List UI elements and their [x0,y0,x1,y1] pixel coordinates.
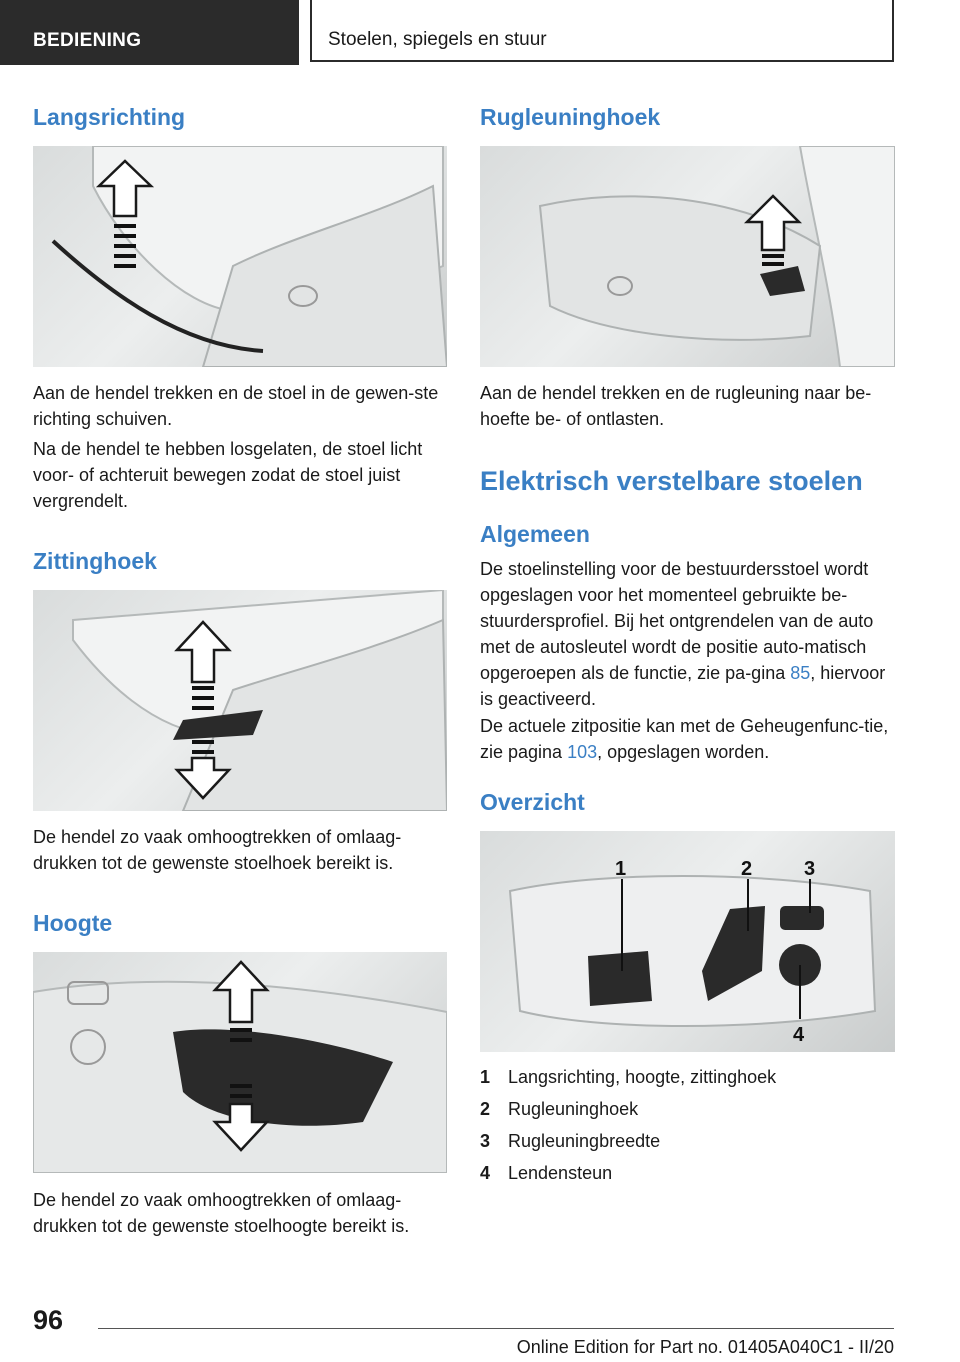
legend-number: 2 [480,1099,491,1119]
rugleuninghoek-paragraph-1: Aan de hendel trekken en de rugleuning naar be-hoefte be- of ontlasten. [480,383,872,429]
section-tab-label: BEDIENING [33,30,142,51]
image-seat-height [33,952,447,1173]
algemeen-paragraph-2-text: De actuele zitpositie kan met de Geheugenfunc-tie, zie pagina [480,716,889,762]
langsrichting-paragraph-1: Aan de hendel trekken en de stoel in de gewen-ste richting schuiven. [33,383,439,429]
image-backrest-angle [480,146,895,367]
page-link-85[interactable]: 85 [790,663,811,683]
heading-langsrichting: Langsrichting [33,104,186,130]
heading-rugleuninghoek: Rugleuninghoek [480,104,661,130]
algemeen-paragraph-1-tail: , hiervoor is geactiveerd. [480,663,886,709]
seat-longitudinal-illustration [33,146,447,367]
heading-elektrisch-verstelbare-stoelen: Elektrisch verstelbare stoelen [480,466,863,496]
backrest-angle-illustration [480,146,895,367]
seat-angle-illustration [33,590,447,811]
zittinghoek-paragraph-1: De hendel zo vaak omhoogtrekken of omlaag-drukken tot de gewenste stoelhoek bereikt is. [33,827,402,873]
page-link-103[interactable]: 103 [567,742,598,762]
hoogte-paragraph-1: De hendel zo vaak omhoogtrekken of omlaag-drukken tot de gewenste stoelhoogte bereikt is. [33,1190,410,1236]
algemeen-paragraph-2-tail: , opgeslagen worden. [597,742,770,762]
algemeen-paragraph-1 [480,556,895,712]
footer-divider [98,1328,894,1329]
legend-number: 3 [480,1131,491,1151]
image-seat-angle [33,590,447,811]
legend-label: Langsrichting, hoogte, zittinghoek [508,1067,777,1087]
seat-controls-illustration [480,831,895,1052]
callout-4: 4 [793,1024,805,1046]
algemeen-paragraph-1-text: De stoelinstelling voor de bestuurdersstoel wordt opgeslagen voor het momenteel gebruikte be-stuurdersprofiel. Bij het ontgrendelen van de auto met de autosleutel wordt de positie auto-matisch opgeroepen als de functie, zie pa-gina [480,559,874,683]
image-seat-longitudinal [33,146,447,367]
callout-1: 1 [615,858,627,880]
langsrichting-paragraph-2: Na de hendel te hebben losgelaten, de stoel licht voor- of achteruit bewegen zodat de stoel juist vergrendelt. [33,439,423,511]
callout-2: 2 [741,858,753,880]
page-number: 96 [33,1305,64,1335]
footer-edition: Online Edition for Part no. 01405A040C1 - II/20 [516,1337,894,1357]
heading-zittinghoek: Zittinghoek [33,548,157,574]
heading-hoogte: Hoogte [33,910,113,936]
legend-number: 1 [480,1067,491,1087]
heading-overzicht: Overzicht [480,789,585,815]
legend-label: Rugleuningbreedte [508,1131,661,1151]
legend-number: 4 [480,1163,491,1183]
image-seat-controls-overview [480,831,895,1052]
legend-label: Lendensteun [508,1163,613,1183]
chapter-title-box [310,0,894,62]
legend-label: Rugleuninghoek [508,1099,639,1119]
callout-3: 3 [804,858,816,880]
algemeen-paragraph-2 [480,713,895,765]
seat-height-illustration [33,952,447,1173]
chapter-title: Stoelen, spiegels en stuur [328,29,547,50]
section-tab [0,0,299,65]
subheading-algemeen: Algemeen [480,521,590,547]
